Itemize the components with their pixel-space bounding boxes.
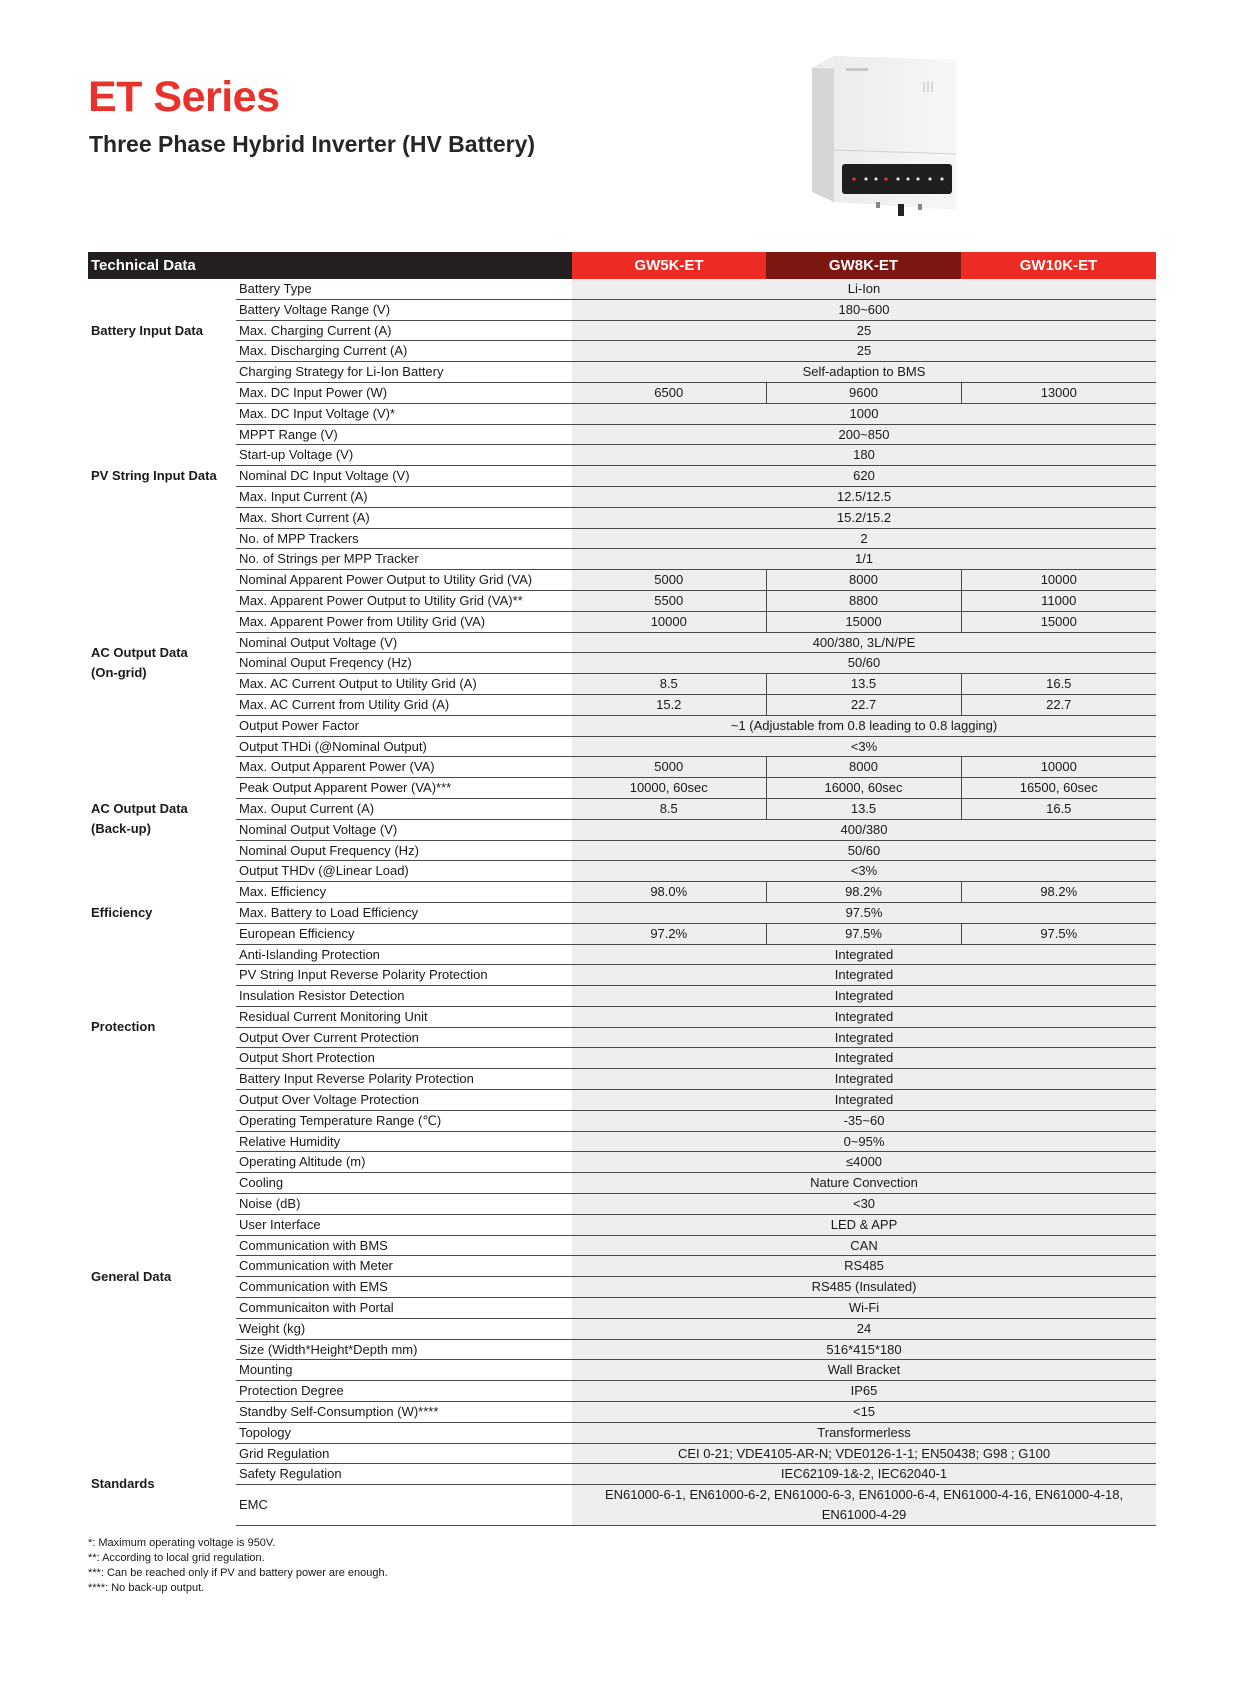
parameter-label: No. of Strings per MPP Tracker [236, 549, 572, 570]
section-name: AC Output Data [91, 645, 188, 661]
value-cell: 8000 [766, 570, 961, 591]
parameter-label: Communication with BMS [236, 1235, 572, 1256]
value-cell-all-models: -35~60 [572, 1110, 1156, 1131]
table-row [88, 778, 1156, 799]
value-cell-all-models: Integrated [572, 1048, 1156, 1069]
table-row [88, 1277, 1156, 1298]
value-cell-all-models: 25 [572, 320, 1156, 341]
parameter-label: Standby Self-Consumption (W)**** [236, 1402, 572, 1423]
model-gw5k-et: GW5K-ET [572, 252, 766, 279]
value-cell: 10000 [961, 570, 1156, 591]
section-label [88, 944, 236, 1110]
value-cell-all-models: Integrated [572, 965, 1156, 986]
value-cell: 98.2% [961, 882, 1156, 903]
parameter-label: Max. AC Current from Utility Grid (A) [236, 694, 572, 715]
table-row [88, 1422, 1156, 1443]
table-body [88, 279, 1156, 1525]
table-row [88, 320, 1156, 341]
parameter-label: Topology [236, 1422, 572, 1443]
value-cell-all-models: Li-Ion [572, 279, 1156, 299]
model-gw8k-et: GW8K-ET [766, 252, 961, 279]
table-row [88, 1027, 1156, 1048]
section-label [88, 1110, 236, 1443]
value-cell-all-models: 25 [572, 341, 1156, 362]
parameter-label: Nominal Ouput Freqency (Hz) [236, 653, 572, 674]
parameter-label: Output THDi (@Nominal Output) [236, 736, 572, 757]
footnote: ***: Can be reached only if PV and battery power are enough. [88, 1567, 388, 1579]
table-row [88, 1339, 1156, 1360]
value-cell-all-models: Transformerless [572, 1422, 1156, 1443]
footnote: **: According to local grid regulation. [88, 1552, 265, 1564]
parameter-label: Nominal Output Voltage (V) [236, 632, 572, 653]
value-cell-all-models: <30 [572, 1194, 1156, 1215]
value-cell-all-models: Wall Bracket [572, 1360, 1156, 1381]
parameter-label: Communication with EMS [236, 1277, 572, 1298]
table-row [88, 902, 1156, 923]
table-row [88, 341, 1156, 362]
value-cell: 15000 [961, 611, 1156, 632]
table-row [88, 632, 1156, 653]
value-cell-all-models: 400/380 [572, 819, 1156, 840]
parameter-label: Operating Temperature Range (℃) [236, 1110, 572, 1131]
value-cell-all-models: <3% [572, 861, 1156, 882]
value-cell-all-models: 2 [572, 528, 1156, 549]
parameter-label: Relative Humidity [236, 1131, 572, 1152]
value-cell: 97.2% [572, 923, 766, 944]
value-cell: 16.5 [961, 798, 1156, 819]
value-cell-all-models: 620 [572, 466, 1156, 487]
table-row [88, 715, 1156, 736]
value-cell-all-models: 400/380, 3L/N/PE [572, 632, 1156, 653]
table-header [88, 252, 1156, 279]
value-cell: 98.0% [572, 882, 766, 903]
parameter-label: Max. Battery to Load Efficiency [236, 902, 572, 923]
value-cell-all-models: 0~95% [572, 1131, 1156, 1152]
value-cell-all-models: 12.5/12.5 [572, 486, 1156, 507]
table-row [88, 840, 1156, 861]
table-row [88, 1048, 1156, 1069]
parameter-label: Communicaiton with Portal [236, 1298, 572, 1319]
value-cell-all-models: ≤4000 [572, 1152, 1156, 1173]
value-cell-all-models: Integrated [572, 944, 1156, 965]
value-cell: 10000 [961, 757, 1156, 778]
section-label [88, 570, 236, 757]
table-row [88, 965, 1156, 986]
parameter-label: MPPT Range (V) [236, 424, 572, 445]
technical-data-heading: Technical Data [88, 252, 572, 279]
table-row [88, 590, 1156, 611]
value-cell: 8.5 [572, 674, 766, 695]
section-name: General Data [91, 1268, 172, 1284]
parameter-label: Nominal Ouput Frequency (Hz) [236, 840, 572, 861]
section-label [88, 882, 236, 944]
value-cell: 5500 [572, 590, 766, 611]
table-row [88, 424, 1156, 445]
table-row [88, 382, 1156, 403]
value-cell: 6500 [572, 382, 766, 403]
value-cell: 8.5 [572, 798, 766, 819]
parameter-label: EMC [236, 1485, 572, 1526]
table-row [88, 861, 1156, 882]
parameter-label: Max. Output Apparent Power (VA) [236, 757, 572, 778]
value-cell: 16000, 60sec [766, 778, 961, 799]
value-cell-all-models: Nature Convection [572, 1173, 1156, 1194]
parameter-label: Nominal Output Voltage (V) [236, 819, 572, 840]
value-cell: 13000 [961, 382, 1156, 403]
parameter-label: No. of MPP Trackers [236, 528, 572, 549]
parameter-label: Output THDv (@Linear Load) [236, 861, 572, 882]
table-row [88, 549, 1156, 570]
value-cell-all-models: 15.2/15.2 [572, 507, 1156, 528]
table-row [88, 486, 1156, 507]
table-row [88, 1235, 1156, 1256]
value-cell-all-models: 24 [572, 1318, 1156, 1339]
value-cell-all-models: 50/60 [572, 653, 1156, 674]
section-name: Battery Input Data [91, 322, 203, 338]
table-row [88, 1090, 1156, 1111]
value-cell-all-models: 50/60 [572, 840, 1156, 861]
page-subtitle: Three Phase Hybrid Inverter (HV Battery) [89, 131, 536, 157]
table-row [88, 1318, 1156, 1339]
parameter-label: Protection Degree [236, 1381, 572, 1402]
value-cell: 9600 [766, 382, 961, 403]
parameter-label: Cooling [236, 1173, 572, 1194]
value-cell: 22.7 [766, 694, 961, 715]
parameter-label: Battery Voltage Range (V) [236, 299, 572, 320]
value-cell-all-models: Integrated [572, 986, 1156, 1007]
table-row [88, 694, 1156, 715]
parameter-label: Anti-Islanding Protection [236, 944, 572, 965]
value-cell-all-models: 180~600 [572, 299, 1156, 320]
value-cell-all-models: IP65 [572, 1381, 1156, 1402]
value-cell: 16.5 [961, 674, 1156, 695]
parameter-label: Output Power Factor [236, 715, 572, 736]
parameter-label: Max. DC Input Voltage (V)* [236, 403, 572, 424]
parameter-label: Mounting [236, 1360, 572, 1381]
table-row [88, 944, 1156, 965]
value-cell-all-models: <15 [572, 1402, 1156, 1423]
table-row [88, 299, 1156, 320]
section-name: PV String Input Data [91, 468, 217, 484]
parameter-label: Nominal Apparent Power Output to Utility Grid (VA) [236, 570, 572, 591]
footnote: ****: No back-up output. [88, 1582, 205, 1594]
value-cell: 13.5 [766, 798, 961, 819]
table-row [88, 923, 1156, 944]
section-name: AC Output Data [91, 801, 188, 817]
table-row [88, 403, 1156, 424]
technical-data-table [88, 252, 1156, 1526]
value-cell: 10000, 60sec [572, 778, 766, 799]
table-row [88, 1069, 1156, 1090]
parameter-label: Peak Output Apparent Power (VA)*** [236, 778, 572, 799]
value-cell-all-models: LED & APP [572, 1214, 1156, 1235]
value-cell-all-models: CAN [572, 1235, 1156, 1256]
value-cell-all-models: 97.5% [572, 902, 1156, 923]
table-row [88, 1443, 1156, 1464]
parameter-label: Battery Input Reverse Polarity Protection [236, 1069, 572, 1090]
table-row [88, 507, 1156, 528]
parameter-label: Start-up Voltage (V) [236, 445, 572, 466]
section-label [88, 279, 236, 382]
parameter-label: Weight (kg) [236, 1318, 572, 1339]
page-title: ET Series [88, 73, 280, 121]
section-label [88, 757, 236, 882]
value-cell: 11000 [961, 590, 1156, 611]
value-cell: 8000 [766, 757, 961, 778]
table-row [88, 1298, 1156, 1319]
table-row [88, 798, 1156, 819]
value-cell-all-models: 200~850 [572, 424, 1156, 445]
section-subname: (Back-up) [91, 821, 151, 837]
table-row [88, 1173, 1156, 1194]
table-row [88, 1214, 1156, 1235]
value-cell-all-models: 1/1 [572, 549, 1156, 570]
value-cell-all-models: IEC62109-1&-2, IEC62040-1 [572, 1464, 1156, 1485]
parameter-label: Battery Type [236, 279, 572, 299]
parameter-label: Operating Altitude (m) [236, 1152, 572, 1173]
parameter-label: European Efficiency [236, 923, 572, 944]
parameter-label: Max. Short Current (A) [236, 507, 572, 528]
table-row [88, 1402, 1156, 1423]
table-row [88, 757, 1156, 778]
section-name: Protection [91, 1019, 156, 1035]
table-row [88, 653, 1156, 674]
parameter-label: Max. Ouput Current (A) [236, 798, 572, 819]
value-cell-all-models: ~1 (Adjustable from 0.8 leading to 0.8 lagging) [572, 715, 1156, 736]
parameter-label: Insulation Resistor Detection [236, 986, 572, 1007]
footnote: *: Maximum operating voltage is 950V. [88, 1537, 276, 1549]
parameter-label: Safety Regulation [236, 1464, 572, 1485]
section-label [88, 1443, 236, 1525]
value-cell-all-models: EN61000-6-1, EN61000-6-2, EN61000-6-3, EN61000-6-4, EN61000-4-16, EN61000-4-18, EN61000-4-29 [572, 1485, 1156, 1526]
value-cell-all-models: 1000 [572, 403, 1156, 424]
value-cell-all-models: <3% [572, 736, 1156, 757]
value-cell-all-models: Integrated [572, 1069, 1156, 1090]
section-label [88, 382, 236, 569]
table-row [88, 1152, 1156, 1173]
model-gw10k-et: GW10K-ET [961, 252, 1156, 279]
value-cell: 15.2 [572, 694, 766, 715]
value-cell: 8800 [766, 590, 961, 611]
table-row [88, 1006, 1156, 1027]
table-row [88, 819, 1156, 840]
table-row [88, 674, 1156, 695]
value-cell-all-models: 180 [572, 445, 1156, 466]
value-cell-all-models: Wi-Fi [572, 1298, 1156, 1319]
value-cell: 98.2% [766, 882, 961, 903]
value-cell: 97.5% [766, 923, 961, 944]
value-cell-all-models: Integrated [572, 1090, 1156, 1111]
table-row [88, 570, 1156, 591]
section-name: Efficiency [91, 904, 153, 920]
parameter-label: Size (Width*Height*Depth mm) [236, 1339, 572, 1360]
value-cell: 97.5% [961, 923, 1156, 944]
table-row [88, 1110, 1156, 1131]
section-name: Standards [91, 1476, 155, 1492]
table-row [88, 279, 1156, 299]
parameter-label: Max. Apparent Power from Utility Grid (VA) [236, 611, 572, 632]
parameter-label: Communication with Meter [236, 1256, 572, 1277]
value-cell-all-models: CEI 0-21; VDE4105-AR-N; VDE0126-1-1; EN50438; G98 ; G100 [572, 1443, 1156, 1464]
table-row [88, 1256, 1156, 1277]
parameter-label: Grid Regulation [236, 1443, 572, 1464]
parameter-label: Nominal DC Input Voltage (V) [236, 466, 572, 487]
parameter-label: PV String Input Reverse Polarity Protection [236, 965, 572, 986]
inverter-product-image [806, 52, 966, 234]
value-cell: 10000 [572, 611, 766, 632]
value-cell: 15000 [766, 611, 961, 632]
table-row [88, 445, 1156, 466]
table-row [88, 882, 1156, 903]
table-row [88, 736, 1156, 757]
table-row [88, 1360, 1156, 1381]
parameter-label: Charging Strategy for Li-Ion Battery [236, 362, 572, 383]
parameter-label: Output Short Protection [236, 1048, 572, 1069]
value-cell-all-models: RS485 [572, 1256, 1156, 1277]
table-row [88, 986, 1156, 1007]
value-cell-all-models: Self-adaption to BMS [572, 362, 1156, 383]
parameter-label: Max. Apparent Power Output to Utility Grid (VA)** [236, 590, 572, 611]
value-cell: 22.7 [961, 694, 1156, 715]
table-row [88, 611, 1156, 632]
table-row [88, 1485, 1156, 1526]
parameter-label: Max. AC Current Output to Utility Grid (A) [236, 674, 572, 695]
parameter-label: User Interface [236, 1214, 572, 1235]
table-row [88, 528, 1156, 549]
table-row [88, 1464, 1156, 1485]
value-cell-all-models: RS485 (Insulated) [572, 1277, 1156, 1298]
value-cell: 5000 [572, 570, 766, 591]
table-row [88, 1194, 1156, 1215]
value-cell: 13.5 [766, 674, 961, 695]
table-row [88, 1381, 1156, 1402]
value-cell-all-models: 516*415*180 [572, 1339, 1156, 1360]
table-row [88, 362, 1156, 383]
value-cell: 16500, 60sec [961, 778, 1156, 799]
parameter-label: Output Over Current Protection [236, 1027, 572, 1048]
footnotes [88, 1536, 388, 1596]
parameter-label: Noise (dB) [236, 1194, 572, 1215]
value-cell: 5000 [572, 757, 766, 778]
value-cell-all-models: Integrated [572, 1027, 1156, 1048]
parameter-label: Max. DC Input Power (W) [236, 382, 572, 403]
parameter-label: Max. Discharging Current (A) [236, 341, 572, 362]
parameter-label: Residual Current Monitoring Unit [236, 1006, 572, 1027]
value-cell-all-models: Integrated [572, 1006, 1156, 1027]
table-row [88, 466, 1156, 487]
parameter-label: Max. Efficiency [236, 882, 572, 903]
parameter-label: Max. Charging Current (A) [236, 320, 572, 341]
parameter-label: Max. Input Current (A) [236, 486, 572, 507]
table-row [88, 1131, 1156, 1152]
section-subname: (On-grid) [91, 665, 147, 681]
parameter-label: Output Over Voltage Protection [236, 1090, 572, 1111]
